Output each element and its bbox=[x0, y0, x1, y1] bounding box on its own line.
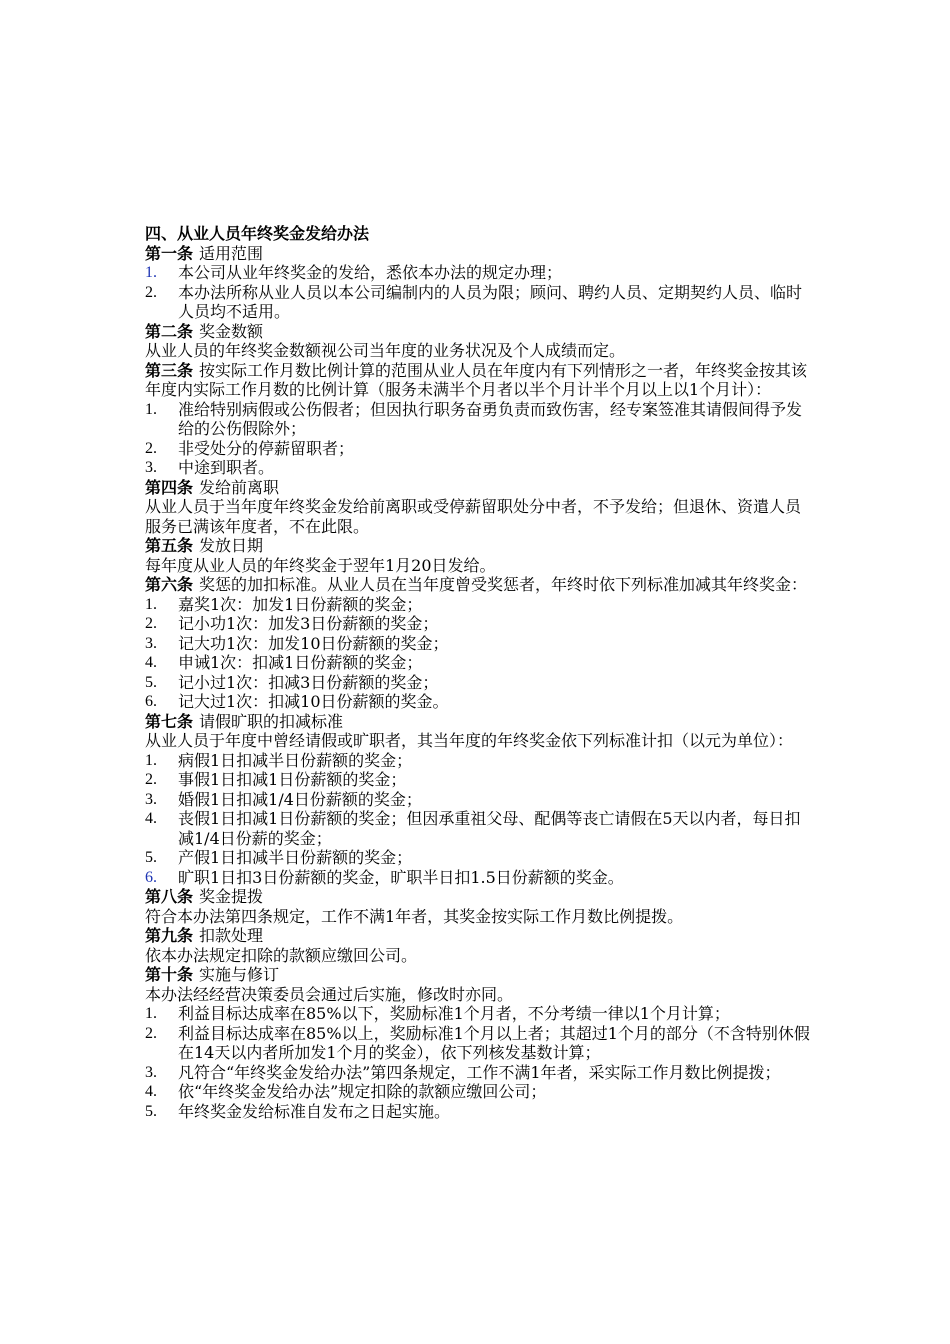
list-item bbox=[145, 400, 810, 439]
list-item-number: 1. bbox=[145, 595, 157, 613]
list-item-number: 6. bbox=[145, 868, 157, 886]
list-item-text: 申诫1次：扣减1日份薪额的奖金； bbox=[178, 653, 423, 672]
list-item bbox=[145, 848, 810, 868]
list-item-text: 记大功1次：加发10日份薪额的奖金； bbox=[178, 633, 449, 653]
article-header bbox=[145, 926, 810, 946]
list-item bbox=[145, 263, 810, 283]
article-subtitle: 发给前离职 bbox=[199, 477, 280, 497]
list-item-text: 事假1日扣减1日份薪额的奖金； bbox=[178, 770, 407, 789]
article-header bbox=[145, 575, 810, 595]
articles-list bbox=[145, 244, 810, 1122]
article-title: 第五条 bbox=[145, 536, 194, 555]
list-item-text: 中途到职者。 bbox=[178, 458, 275, 477]
list-item-number: 3. bbox=[145, 1063, 157, 1081]
article-paragraph: 每年度从业人员的年终奖金于翌年1月20日发给。 bbox=[145, 555, 496, 575]
article-header bbox=[145, 536, 810, 556]
list-item-text: 准给特别病假或公伤假者；但因执行职务奋勇负责而致伤害，经专案签准其请假间得予发给的公伤假除外； bbox=[178, 399, 803, 438]
article bbox=[145, 887, 810, 926]
section-heading: 四、从业人员年终奖金发给办法 bbox=[145, 224, 370, 243]
list-item-text: 记大过1次：扣减10日份薪额的奖金。 bbox=[178, 692, 449, 711]
list-item-number: 2. bbox=[145, 771, 157, 788]
article-header bbox=[145, 322, 810, 342]
list-item-text: 非受处分的停薪留职者； bbox=[178, 438, 355, 458]
article-title: 第二条 bbox=[145, 321, 194, 341]
list-item-number: 5. bbox=[145, 673, 157, 691]
list-item bbox=[145, 868, 810, 888]
list-item bbox=[145, 1102, 810, 1122]
article bbox=[145, 575, 810, 712]
list-item bbox=[145, 770, 810, 790]
article-header bbox=[145, 478, 810, 498]
list-item-number: 3. bbox=[145, 634, 157, 652]
article bbox=[145, 536, 810, 575]
list-item bbox=[145, 751, 810, 771]
article-paragraph: 依本办法规定扣除的款额应缴回公司。 bbox=[145, 945, 418, 965]
list-item-text: 利益目标达成率在85%以上，奖励标准1个月以上者；其超过1个月的部分（不含特别休假在14天以内者所加发1个月的奖金），依下列核发基数计算； bbox=[178, 1023, 810, 1062]
list-item-number: 4. bbox=[145, 810, 157, 827]
list-item-text: 本办法所称从业人员以本公司编制内的人员为限；顾问、聘约人员、定期契约人员、临时人员均不适用。 bbox=[178, 282, 803, 321]
article bbox=[145, 965, 810, 1121]
article-title: 第九条 bbox=[145, 926, 194, 945]
article bbox=[145, 361, 810, 478]
article bbox=[145, 712, 810, 888]
list-item bbox=[145, 673, 810, 693]
list-item-text: 利益目标达成率在85%以下，奖励标准1个月者，不分考绩一律以1个月计算； bbox=[178, 1004, 730, 1023]
list-item-number: 2. bbox=[145, 439, 157, 457]
list-item-number: 1. bbox=[145, 264, 157, 281]
list-item-number: 1. bbox=[145, 400, 157, 418]
list-item bbox=[145, 595, 810, 615]
list-item-number: 1. bbox=[145, 751, 157, 769]
article-paragraph: 本办法经经营决策委员会通过后实施，修改时亦同。 bbox=[145, 984, 514, 1004]
article-header bbox=[145, 361, 810, 400]
article-subtitle: 请假旷职的扣减标准 bbox=[199, 711, 344, 731]
article-title: 第六条 bbox=[145, 575, 194, 594]
list-item-number: 3. bbox=[145, 790, 157, 808]
list-item-number: 3. bbox=[145, 459, 157, 476]
article-subtitle: 适用范围 bbox=[199, 243, 264, 263]
article-title: 第三条 bbox=[145, 360, 194, 380]
list-item bbox=[145, 790, 810, 810]
article-title: 第四条 bbox=[145, 477, 194, 497]
article-title: 第一条 bbox=[145, 243, 194, 263]
list-item-text: 凡符合“年终奖金发给办法”第四条规定，工作不满1年者，采实际工作月数比例提拨； bbox=[178, 1062, 781, 1082]
document-body bbox=[145, 224, 810, 1121]
list-item-number: 2. bbox=[145, 1024, 157, 1042]
list-item-text: 记小过1次：扣减3日份薪额的奖金； bbox=[178, 672, 439, 692]
list-item-text: 病假1日扣减半日份薪额的奖金； bbox=[178, 750, 413, 770]
list-item bbox=[145, 458, 810, 478]
list-item bbox=[145, 283, 810, 322]
list-item-text: 产假1日扣减半日份薪额的奖金； bbox=[178, 848, 413, 867]
list-item bbox=[145, 614, 810, 634]
list-item-number: 1. bbox=[145, 1005, 157, 1022]
list-item-text: 年终奖金发给标准自发布之日起实施。 bbox=[178, 1101, 451, 1121]
article-subtitle: 按实际工作月数比例计算的范围从业人员在年度内有下列情形之一者，年终奖金按其该年度内实际工作月数的比例计算（服务未满半个月者以半个月计半个月以上以1个月计）： bbox=[145, 360, 808, 399]
list-item bbox=[145, 1063, 810, 1083]
article-header bbox=[145, 965, 810, 985]
article-subtitle: 奖金数额 bbox=[199, 321, 264, 341]
list-item-number: 2. bbox=[145, 283, 157, 301]
list-item-text: 记小功1次：加发3日份薪额的奖金； bbox=[178, 614, 439, 633]
article-header bbox=[145, 887, 810, 907]
list-item-number: 6. bbox=[145, 693, 157, 710]
list-item-text: 旷职1日扣3日份薪额的奖金，旷职半日扣1.5日份薪额的奖金。 bbox=[178, 867, 624, 887]
article-subtitle: 奖金提拨 bbox=[199, 887, 264, 906]
list-item bbox=[145, 809, 810, 848]
list-item bbox=[145, 1024, 810, 1063]
article-subtitle: 奖惩的加扣标准。从业人员在当年度曾受奖惩者，年终时依下列标准加减其年终奖金： bbox=[199, 575, 808, 594]
list-item-text: 本公司从业年终奖金的发给，悉依本办法的规定办理； bbox=[178, 263, 563, 282]
list-item-text: 婚假1日扣减1/4日份薪额的奖金； bbox=[178, 789, 422, 809]
article-subtitle: 扣款处理 bbox=[199, 926, 264, 945]
article bbox=[145, 926, 810, 965]
list-item bbox=[145, 653, 810, 673]
article-title: 第八条 bbox=[145, 887, 194, 906]
list-item-text: 丧假1日扣减1日份薪额的奖金；但因承重祖父母、配偶等丧亡请假在5天以内者，每日扣减1/4日份薪的奖金； bbox=[178, 809, 801, 848]
list-item bbox=[145, 692, 810, 712]
article bbox=[145, 244, 810, 322]
article-paragraph: 从业人员于年度中曾经请假或旷职者，其当年度的年终奖金依下列标准计扣（以元为单位）： bbox=[145, 731, 794, 750]
article-title: 第十条 bbox=[145, 965, 194, 984]
list-item bbox=[145, 1082, 810, 1102]
list-item-number: 4. bbox=[145, 654, 157, 671]
article bbox=[145, 322, 810, 361]
article-subtitle: 发放日期 bbox=[199, 536, 264, 555]
article-header bbox=[145, 244, 810, 264]
article-paragraph: 从业人员于当年度年终奖金发给前离职或受停薪留职处分中者，不予发给；但退休、资遣人员服务已满该年度者，不在此限。 bbox=[145, 497, 802, 536]
list-item-number: 5. bbox=[145, 1102, 157, 1120]
article-paragraph: 符合本办法第四条规定，工作不满1年者，其奖金按实际工作月数比例提拨。 bbox=[145, 906, 684, 926]
list-item-text: 嘉奖1次：加发1日份薪额的奖金； bbox=[178, 594, 423, 614]
article-title: 第七条 bbox=[145, 711, 194, 731]
list-item-number: 5. bbox=[145, 849, 157, 866]
list-item bbox=[145, 634, 810, 654]
article-header bbox=[145, 712, 810, 732]
list-item bbox=[145, 439, 810, 459]
list-item bbox=[145, 1004, 810, 1024]
article-paragraph: 从业人员的年终奖金数额视公司当年度的业务状况及个人成绩而定。 bbox=[145, 341, 626, 360]
list-item-number: 2. bbox=[145, 615, 157, 632]
article-subtitle: 实施与修订 bbox=[199, 965, 280, 984]
article bbox=[145, 478, 810, 537]
list-item-text: 依“年终奖金发给办法”规定扣除的款额应缴回公司； bbox=[178, 1082, 547, 1101]
list-item-number: 4. bbox=[145, 1083, 157, 1100]
